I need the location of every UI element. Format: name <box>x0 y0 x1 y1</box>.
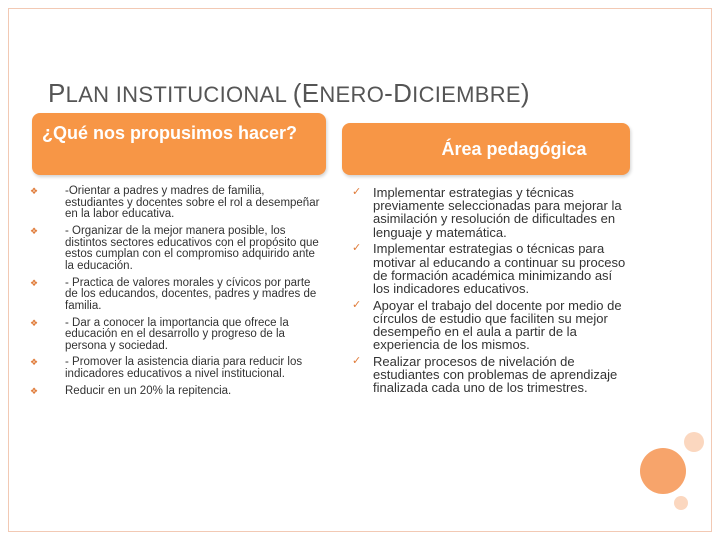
list-item: ❖ - Organizar de la mejor manera posible, los distintos sectores educativos con el propósito que estos cumplan con el compromiso adquirido ante la educación. <box>30 224 319 272</box>
list-item: ✓ Implementar estrategias o técnicas para motivar al educando a continuar su proceso de formación académica minimizando así los indicadores educativos. <box>352 241 626 296</box>
checkmark-bullet-icon: ✓ <box>352 354 362 367</box>
objectives-list <box>30 186 326 403</box>
decorative-circle-icon <box>684 432 704 452</box>
left-column-header: ¿Qué nos propusimos hacer? <box>32 113 326 175</box>
list-item: ❖ Reducir en un 20% la repitencia. <box>30 384 232 397</box>
list-item: ❖ - Practica de valores morales y cívicos por parte de los educandos, docentes, padres y madres de familia. <box>30 276 317 312</box>
checkmark-bullet-icon: ✓ <box>352 242 362 255</box>
list-item: ✓ Apoyar el trabajo del docente por medio de círculos de estudio que faciliten su mejor desempeño en el aula a partir de la experiencia de los mismos. <box>352 297 622 353</box>
diamond-bullet-icon: ❖ <box>30 385 39 396</box>
diamond-bullet-icon: ❖ <box>30 317 39 328</box>
pedagogical-area-list <box>352 186 628 398</box>
list-item: ❖ - Dar a conocer la importancia que ofrece la educación en el desarrollo y progreso de la persona y sociedad. <box>30 316 289 352</box>
right-column-header: Área pedagógica <box>342 123 630 175</box>
list-item: ❖ -Orientar a padres y madres de familia, estudiantes y docentes sobre el rol a desempeñar en la labor educativa. <box>30 185 320 221</box>
checkmark-bullet-icon: ✓ <box>352 186 362 198</box>
checkmark-bullet-icon: ✓ <box>352 298 362 311</box>
slide-title: PLAN INSTITUCIONAL (ENERO-DICIEMBRE) <box>48 78 530 108</box>
list-item: ✓ Implementar estrategias y técnicas previamente seleccionadas para mejorar la asimilación y resolución de dificultades en lenguaje y matemática. <box>352 185 622 240</box>
diamond-bullet-icon: ❖ <box>30 357 39 368</box>
diamond-bullet-icon: ❖ <box>30 186 39 196</box>
decorative-circle-icon <box>674 496 688 510</box>
list-item: ✓ Realizar procesos de nivelación de estudiantes con problemas de aprendizaje finalizada cada uno de los trimestres. <box>352 353 618 396</box>
decorative-circle-icon <box>640 448 686 494</box>
diamond-bullet-icon: ❖ <box>30 225 39 236</box>
diamond-bullet-icon: ❖ <box>30 277 39 288</box>
list-item: ❖ - Promover la asistencia diaria para reducir los indicadores educativos a nivel institucional. <box>30 356 303 381</box>
